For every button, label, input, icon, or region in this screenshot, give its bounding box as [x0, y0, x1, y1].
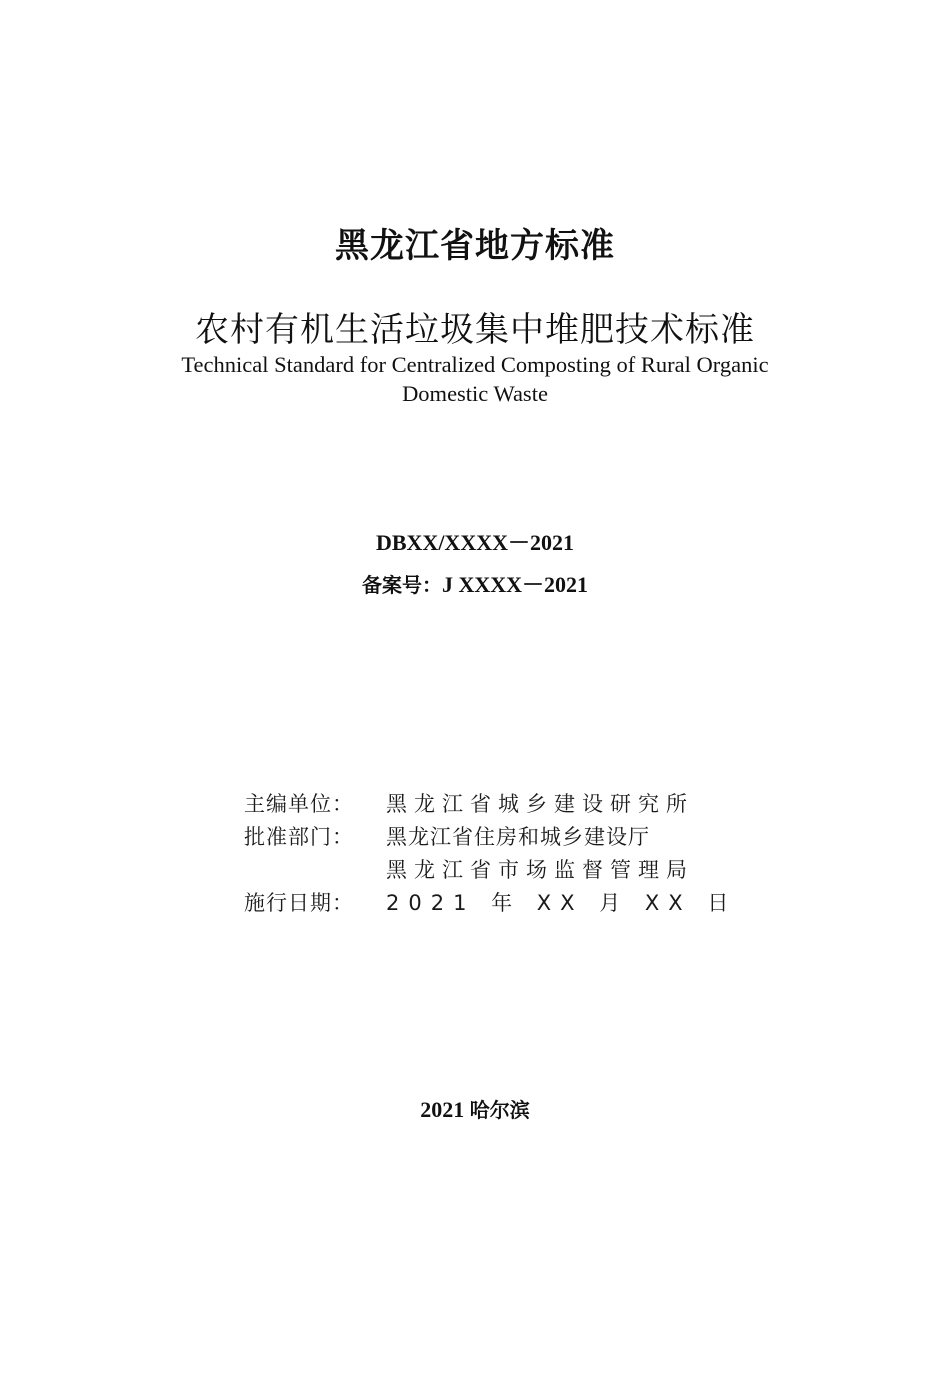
title-english-line-1: Technical Standard for Centralized Composting of Rural Organic	[181, 352, 769, 377]
effective-date-value: 2021 年 XX 月 XX 日	[386, 891, 738, 915]
publication-city: 哈尔滨	[469, 1098, 530, 1122]
effective-date-label: 施行日期：	[244, 891, 354, 915]
series-title: 黑龙江省地方标准	[335, 226, 615, 266]
info-row-editor	[244, 788, 744, 821]
record-number-line	[0, 568, 950, 599]
title-english-line-2: Domestic Waste	[402, 381, 548, 406]
approver-label: 批准部门：	[244, 825, 354, 849]
info-row-approver	[244, 821, 744, 854]
approver-value-1: 黑龙江省住房和城乡建设厅	[386, 825, 650, 849]
standard-number: DBXX/XXXX－2021	[375, 530, 574, 555]
publication-year: 2021	[420, 1097, 465, 1122]
approver-label-spacer	[244, 854, 386, 887]
approver-value-2: 黑龙江省市场监督管理局	[386, 858, 694, 882]
title-english	[0, 350, 950, 408]
title-chinese: 农村有机生活垃圾集中堆肥技术标准	[195, 310, 755, 350]
info-row-approver-2	[244, 854, 744, 887]
record-number-label: 备案号：	[361, 573, 442, 597]
editor-label: 主编单位：	[244, 792, 354, 816]
editor-value: 黑龙江省城乡建设研究所	[386, 792, 694, 816]
record-number-value: J XXXX－2021	[441, 572, 589, 597]
info-row-effective-date	[244, 887, 744, 920]
publication-footer	[0, 1094, 950, 1123]
publication-info	[244, 788, 744, 920]
